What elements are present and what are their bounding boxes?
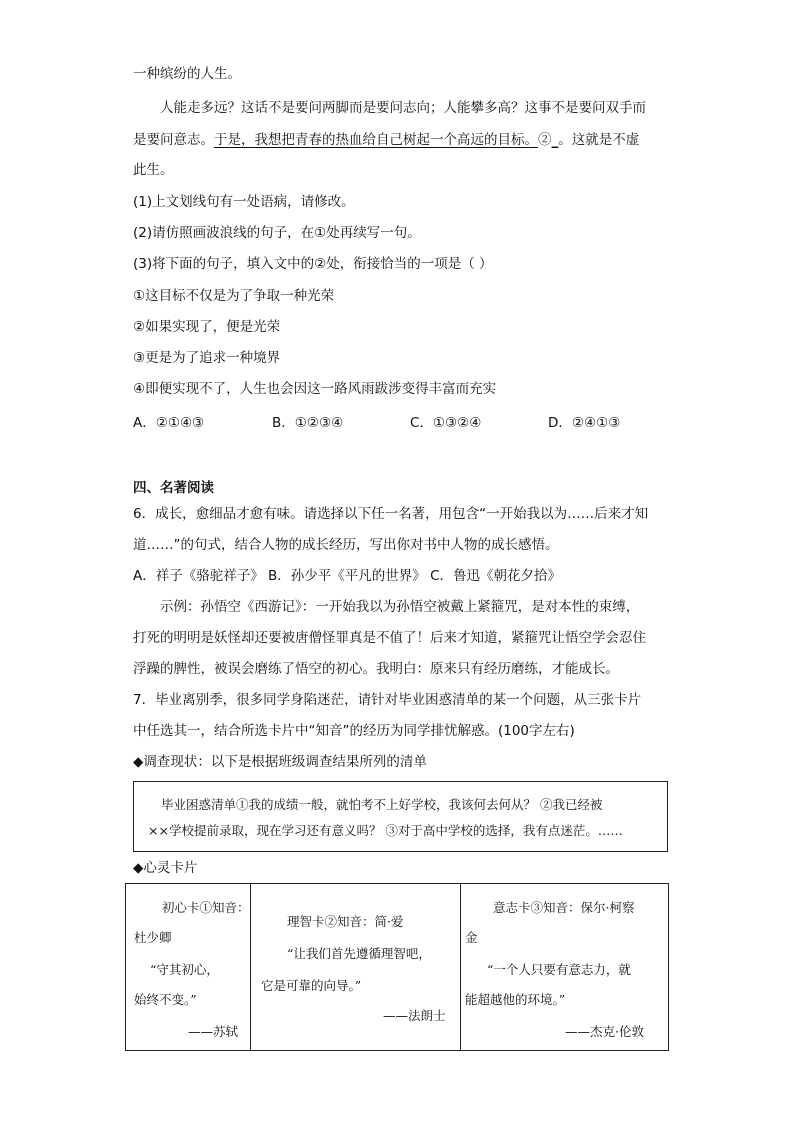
sentence-3: ③更是为了追求一种境界: [133, 350, 281, 366]
option-b: B．①②③④: [272, 415, 344, 431]
card-source: ——苏轼: [188, 1024, 239, 1039]
survey-line: ××学校提前录取，现在学习还有意义吗？ ③对于高中学校的选择，我有点迷茫。……: [148, 823, 623, 838]
sentence-1: ①这目标不仅是为了争取一种光荣: [133, 288, 335, 304]
underlined-sentence: 于是，我想把青春的热血给自己树起一个高远的目标。: [214, 132, 538, 148]
option-a: A．②①④③: [133, 415, 205, 431]
question-3: (3)将下面的句子，填入文中的②处，衔接恰当的一项是（ ）: [133, 256, 493, 272]
sentence-4: ④即便实现不了，人生也会因这一路风雨跋涉变得丰富而充实: [133, 381, 497, 397]
card-source: ——法朗士: [383, 1008, 446, 1023]
blank-marker: ②: [538, 132, 552, 148]
passage-line: [133, 130, 639, 150]
card-title: 意志卡③知音：保尔·柯察: [493, 900, 635, 915]
answer-blank: _: [551, 132, 559, 148]
card-quote: “一个人只要有意志力，就: [487, 962, 631, 977]
answer-options: [133, 411, 653, 431]
question-6-line: 道……”的句式，结合人物的成长经历，写出你对书中人物的成长感悟。: [133, 537, 559, 553]
card-quote: 能超越他的环境。”: [465, 992, 566, 1007]
heart-cards-table: [125, 883, 669, 1051]
passage-line: 一种缤纷的人生。: [133, 66, 241, 82]
card-3: [460, 884, 668, 1050]
sentence-2: ②如果实现了，便是光荣: [133, 319, 281, 335]
passage-line: 此生。: [133, 162, 174, 178]
card-title: 理智卡②知音：简·爱: [287, 914, 404, 929]
card-1: [126, 884, 250, 1050]
card-quote: “让我们首先遵循理智吧，: [287, 946, 431, 961]
passage-line: 人能走多远？这话不是要问两脚而是要问志向；人能攀多高？这事不是要问双手而: [160, 100, 646, 116]
survey-heading: ◆调查现状：以下是根据班级调查结果所列的清单: [133, 754, 427, 770]
question-7-line: 中任选其一，结合所选卡片中“知音”的经历为同学排忧解惑。(100字左右): [133, 723, 575, 739]
option-d: D．②④①③: [548, 415, 621, 431]
passage-text: 。这就是不虚: [558, 132, 640, 148]
example-line: 打死的明明是妖怪却还要被唐僧怪罪真是不值了！后来才知道，紧箍咒让悟空学会忍住: [133, 630, 646, 646]
card-title: 初心卡①知音：: [162, 900, 250, 915]
card-source: ——杰克·伦敦: [565, 1024, 644, 1039]
card-quote: 它是可靠的向导。”: [261, 978, 362, 993]
question-7-line: 7．毕业离别季，很多同学身陷迷茫，请针对毕业困惑清单的某一个问题，从三张卡片: [133, 692, 642, 708]
question-2: (2)请仿照画波浪线的句子，在①处再续写一句。: [133, 225, 421, 241]
survey-list-box: [133, 781, 668, 852]
option-c: C．①③②④: [410, 415, 482, 431]
card-title: 金: [465, 930, 478, 945]
passage-text: 是要问意志。: [133, 132, 214, 148]
question-6-choices: A．祥子《骆驼祥子》 B．孙少平《平凡的世界》 C．鲁迅《朝花夕拾》: [133, 568, 562, 584]
question-6-line: 6．成长，愈细品才愈有味。请选择以下任一名著，用包含“一开始我以为……后来才知: [133, 506, 649, 522]
example-line: 浮躁的脾性，被误会磨练了悟空的初心。我明白：原来只有经历磨练，才能成长。: [133, 661, 619, 677]
cards-heading: ◆心灵卡片: [133, 860, 198, 876]
card-quote: 始终不变。”: [134, 992, 197, 1007]
example-line: 示例：孙悟空《西游记》：一开始我以为孙悟空被戴上紧箍咒，是对本性的束缚，: [160, 599, 640, 615]
section-heading: 四、名著阅读: [133, 480, 214, 496]
card-quote: “守其初心，: [150, 962, 219, 977]
card-2: [250, 884, 460, 1050]
card-title: 杜少卿: [134, 930, 172, 945]
question-1: (1)上文划线句有一处语病，请修改。: [133, 194, 355, 210]
survey-line: 毕业困惑清单①我的成绩一般，就怕考不上好学校，我该何去何从？ ②我已经被: [161, 797, 603, 812]
